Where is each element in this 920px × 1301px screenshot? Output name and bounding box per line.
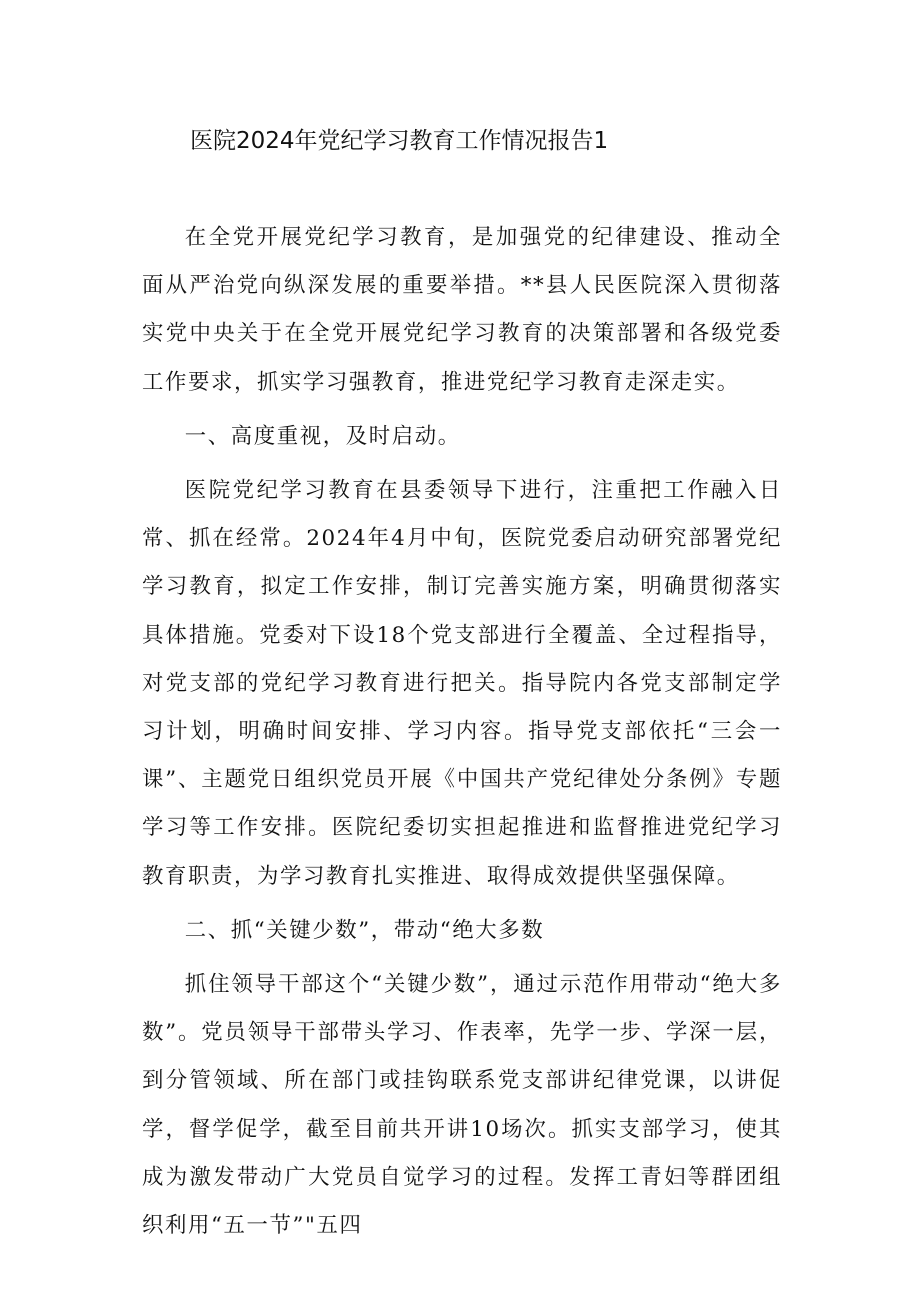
section-1-paragraph: 医院党纪学习教育在县委领导下进行，注重把工作融入日常、抓在经常。2024年4月中旬，医院党委启动研究部署党纪学习教育，拟定工作安排，制订完善实施方案，明确贯彻落实具体措施。党委对下设18个党支部进行全覆盖、全过程指导，对党支部的党纪学习教育进行把关。指导院内各党支部制定学习计划，明确时间安排、学习内容。指导党支部依托“三会一课”、主题党日组织党员开展《中国共产党纪律处分条例》专题学习等工作安排。医院纪委切实担起推进和监督推进党纪学习教育职责，为学习教育扎实推进、取得成效提供坚强保障。 [142, 478, 782, 889]
section-2-paragraph: 抓住领导干部这个“关键少数”，通过示范作用带动“绝大多数”。党员领导干部带头学习、作表率，先学一步、学深一层，到分管领域、所在部门或挂钩联系党支部讲纪律党课，以讲促学，督学促学，截至目前共开讲10场次。抓实支部学习，使其成为激发带动广大党员自觉学习的过程。发挥工青妇等群团组织利用“五一节”"五四 [142, 972, 782, 1239]
section-heading-1: 一、高度重视，及时启动。 [184, 423, 461, 449]
document-body [142, 214, 782, 1250]
section-heading-2: 二、抓“关键少数”，带动“绝大多数 [184, 917, 545, 943]
intro-paragraph: 在全党开展党纪学习教育，是加强党的纪律建设、推动全面从严治党向纵深发展的重要举措。**县人民医院深入贯彻落实党中央关于在全党开展党纪学习教育的决策部署和各级党委工作要求，抓实学习强教育，推进党纪学习教育走深走实。 [142, 225, 782, 395]
document-title: 医院2024年党纪学习教育工作情况报告1 [190, 128, 609, 154]
